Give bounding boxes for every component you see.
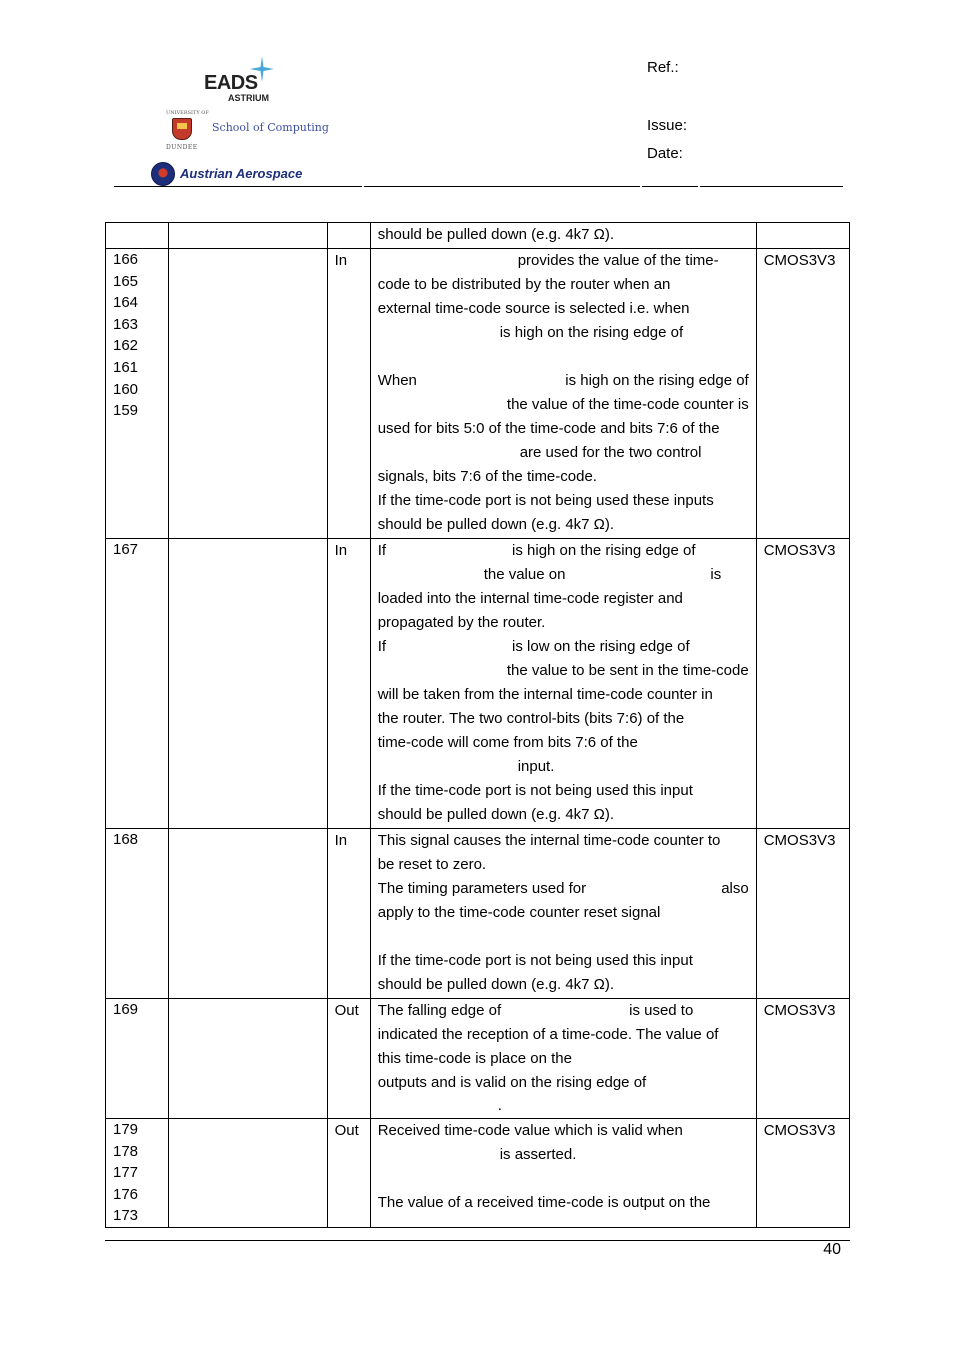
- signal-name-cell: [169, 829, 327, 999]
- school-of-computing-text: School of Computing: [212, 121, 329, 134]
- pin-number: 167: [113, 541, 139, 558]
- description-line: the router. The two control-bits (bits 7:6) of the: [377, 710, 685, 727]
- page-number: 40: [823, 1241, 841, 1258]
- pin-number: 161: [113, 358, 139, 376]
- pin-number-cell: [106, 999, 169, 1119]
- star-icon: [250, 56, 274, 82]
- io-type-cell: CMOS3V3: [756, 249, 849, 539]
- pin-number: 176: [113, 1185, 139, 1203]
- signal-name-cell: [169, 999, 327, 1119]
- description-line: this time-code is place on the: [377, 1050, 572, 1067]
- description-cell: [370, 249, 756, 539]
- header-rule: [114, 186, 362, 187]
- io-type-cell: CMOS3V3: [756, 539, 849, 829]
- pin-number: 173: [113, 1207, 139, 1225]
- description-line: This signal causes the internal time-code counter to: [377, 832, 721, 849]
- university-crest-icon: [172, 118, 192, 140]
- header-rule: [642, 186, 698, 187]
- description-line: should be pulled down (e.g. 4k7 Ω).: [377, 976, 615, 993]
- description-line: Received time-code value which is valid when: [377, 1122, 683, 1139]
- pin-number: 163: [113, 315, 139, 333]
- description-line: code to be distributed by the router when an: [377, 276, 671, 293]
- description-line: is high on the rising edge of: [499, 324, 684, 341]
- direction-cell: In: [327, 539, 370, 829]
- description-line: apply to the time-code counter reset signal: [377, 904, 661, 921]
- description-fragment: the value on: [483, 566, 566, 583]
- description-line: should be pulled down (e.g. 4k7 Ω).: [377, 516, 615, 533]
- direction-cell: [327, 223, 370, 249]
- description-line: the value of the time-code counter is: [506, 396, 749, 413]
- pin-number: 168: [113, 831, 139, 848]
- description-fragment: The timing parameters used for: [377, 880, 587, 897]
- pin-number: 164: [113, 294, 139, 312]
- description-line: [378, 999, 749, 1023]
- io-type-cell: [756, 223, 849, 249]
- pin-number: 160: [113, 380, 139, 398]
- description-cell: [370, 999, 756, 1119]
- description-line: should be pulled down (e.g. 4k7 Ω).: [377, 806, 615, 823]
- direction-cell: Out: [327, 1119, 370, 1228]
- table-row: [106, 223, 850, 249]
- header-rule: [364, 186, 640, 187]
- description-cell: [370, 539, 756, 829]
- astrium-logo-text: ASTRIUM: [228, 93, 269, 103]
- description-line: indicated the reception of a time-code. The value of: [377, 1026, 719, 1043]
- io-type-cell: CMOS3V3: [756, 1119, 849, 1228]
- ref-label: Ref.:: [647, 59, 679, 76]
- pin-number-cell: [106, 829, 169, 999]
- description-line: [378, 1167, 749, 1191]
- table-row: [106, 999, 850, 1119]
- pin-number: 162: [113, 337, 139, 355]
- table-row: [106, 1119, 850, 1228]
- description-cell: [370, 1119, 756, 1228]
- description-fragment: is: [710, 566, 722, 583]
- io-type-cell: CMOS3V3: [756, 999, 849, 1119]
- description-fragment: The falling edge of: [377, 1002, 502, 1019]
- pin-number: 165: [113, 272, 139, 290]
- austrian-aerospace-text: Austrian Aerospace: [180, 166, 303, 181]
- description-line: The value of a received time-code is output on the: [377, 1194, 711, 1211]
- description-line: provides the value of the time-: [517, 252, 719, 269]
- description-cell: [370, 223, 756, 249]
- footer-rule: [105, 1240, 850, 1241]
- eads-astrium-logo: [200, 56, 290, 106]
- signal-name-cell: [169, 539, 327, 829]
- signal-name-cell: [169, 223, 327, 249]
- signal-name-cell: [169, 1119, 327, 1228]
- description-line: signals, bits 7:6 of the time-code.: [377, 468, 597, 485]
- table-row: [106, 249, 850, 539]
- description-line: [378, 345, 749, 369]
- header-rule: [700, 186, 843, 187]
- io-type-cell: CMOS3V3: [756, 829, 849, 999]
- table-row: [106, 829, 850, 999]
- description-line: [378, 539, 749, 563]
- description-cell: [370, 829, 756, 999]
- description-fragment: is high on the rising edge of: [512, 542, 696, 559]
- description-line: If the time-code port is not being used this input: [377, 782, 693, 799]
- date-label: Date:: [647, 145, 683, 162]
- description-line: should be pulled down (e.g. 4k7 Ω).: [377, 226, 615, 243]
- pin-description-table: [105, 222, 850, 1228]
- pin-number-cell: [106, 249, 169, 539]
- description-line: If the time-code port is not being used this input: [377, 952, 693, 969]
- pin-number: 169: [113, 1001, 139, 1018]
- austrian-aerospace-emblem-icon: [151, 162, 175, 186]
- description-line: If the time-code port is not being used these inputs: [377, 492, 714, 509]
- description-line: be reset to zero.: [377, 856, 487, 873]
- description-fragment: When: [377, 372, 417, 389]
- signal-name-cell: [169, 249, 327, 539]
- pin-number: 178: [113, 1142, 139, 1160]
- description-line: used for bits 5:0 of the time-code and bits 7:6 of the: [377, 420, 720, 437]
- university-arc-text: UNIVERSITY OF: [166, 110, 209, 116]
- pin-number: 177: [113, 1164, 139, 1182]
- direction-cell: In: [327, 829, 370, 999]
- description-line: [378, 635, 749, 659]
- eads-logo-text: EADS: [204, 72, 258, 94]
- pin-number: 159: [113, 402, 139, 420]
- austrian-aerospace-logo: [150, 161, 350, 187]
- description-line: outputs and is valid on the rising edge of: [377, 1074, 647, 1091]
- description-line: loaded into the internal time-code register and: [377, 590, 683, 607]
- dundee-school-of-computing-logo: [150, 110, 340, 156]
- description-line: are used for the two control: [519, 444, 702, 461]
- description-line: [378, 369, 749, 393]
- description-line: .: [497, 1097, 502, 1114]
- direction-cell: Out: [327, 999, 370, 1119]
- pin-number: 179: [113, 1121, 139, 1138]
- description-line: [378, 563, 749, 587]
- description-fragment: is low on the rising edge of: [512, 638, 690, 655]
- description-fragment: is high on the rising edge of: [565, 372, 749, 389]
- description-fragment: is used to: [629, 1002, 694, 1019]
- pin-number-cell: [106, 539, 169, 829]
- pin-number-cell: [106, 223, 169, 249]
- issue-label: Issue:: [647, 117, 688, 134]
- description-line: the value to be sent in the time-code: [506, 662, 749, 679]
- description-fragment: also: [721, 880, 749, 897]
- description-line: propagated by the router.: [377, 614, 546, 631]
- description-line: is asserted.: [499, 1146, 577, 1163]
- description-line: external time-code source is selected i.e. when: [377, 300, 690, 317]
- direction-cell: In: [327, 249, 370, 539]
- pin-number-cell: [106, 1119, 169, 1228]
- description-line: [378, 877, 749, 901]
- description-fragment: If: [377, 638, 387, 655]
- table-row: [106, 539, 850, 829]
- description-line: will be taken from the internal time-code counter in: [377, 686, 713, 703]
- description-fragment: If: [377, 542, 387, 559]
- description-line: time-code will come from bits 7:6 of the: [377, 734, 638, 751]
- description-line: input.: [517, 758, 555, 775]
- description-line: [378, 925, 749, 949]
- dundee-text: DUNDEE: [166, 144, 198, 151]
- pin-number: 166: [113, 251, 139, 268]
